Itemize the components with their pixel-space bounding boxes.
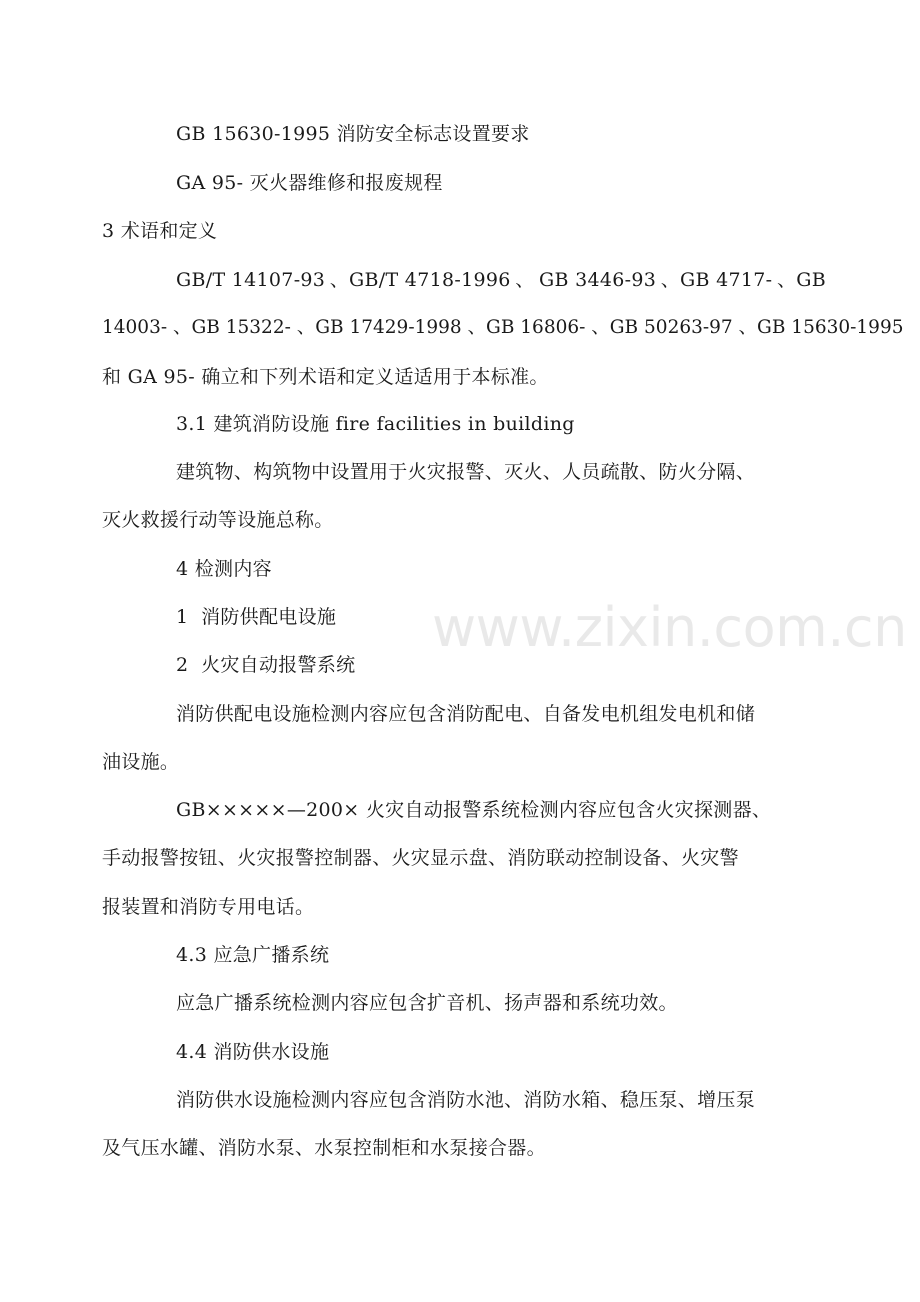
subsection-4-3-heading: 4.3 应急广播系统 <box>176 944 330 966</box>
site-watermark: www.zixin.com.cn <box>432 596 907 659</box>
subsection-4-4-heading: 4.4 消防供水设施 <box>176 1041 330 1063</box>
standard-ref: GB 3446-93 <box>539 269 657 291</box>
paragraph-alarm-line-2: 手动报警按钮、火灾报警控制器、火灾显示盘、消防联动控制设备、火灾警 <box>102 847 739 869</box>
standard-ref: 、 <box>515 269 535 291</box>
section-heading-4: 4 检测内容 <box>176 558 272 580</box>
standards-list-line-1 <box>176 268 826 292</box>
definition-line-1: 建筑物、构筑物中设置用于火灾报警、灭火、人员疏散、防火分隔、 <box>176 461 756 483</box>
subsection-3-1-heading: 3.1 建筑消防设施 fire facilities in building <box>176 413 575 435</box>
standards-list-line-2: 14003- 、GB 15322- 、GB 17429-1998 、GB 16806- 、GB 50263-97 、GB 15630-1995 <box>102 317 904 338</box>
definition-line-2: 灭火救援行动等设施总称。 <box>102 509 334 531</box>
item-1-power-supply: 1 消防供配电设施 <box>176 606 337 628</box>
standard-ref: 、GB 4717- <box>660 269 773 291</box>
item-2-fire-alarm: 2 火灾自动报警系统 <box>176 654 356 676</box>
standard-ref: 、GB/T 4718-1996 <box>329 269 511 291</box>
paragraph-broadcast: 应急广播系统检测内容应包含扩音机、扬声器和系统功效。 <box>176 992 678 1014</box>
section-heading-3: 3 术语和定义 <box>102 220 218 242</box>
paragraph-alarm-line-1: GB×××××—200× 火灾自动报警系统检测内容应包含火灾探测器、 <box>176 799 772 821</box>
paragraph-power-line-1: 消防供配电设施检测内容应包含消防配电、自备发电机组发电机和储 <box>176 703 756 725</box>
paragraph-power-line-2: 油设施。 <box>102 751 180 773</box>
paragraph-alarm-line-3: 报装置和消防专用电话。 <box>102 896 315 918</box>
standard-ref: GB/T 14107-93 <box>176 269 326 291</box>
standard-ref: 、GB <box>776 269 826 291</box>
paragraph-water-line-2: 及气压水罐、消防水泵、水泵控制柜和水泵接合器。 <box>102 1137 546 1159</box>
paragraph-water-line-1: 消防供水设施检测内容应包含消防水池、消防水箱、稳压泵、增压泵 <box>176 1089 756 1111</box>
standards-list-line-3: 和 GA 95- 确立和下列术语和定义适适用于本标准。 <box>102 366 549 388</box>
reference-ga95: GA 95- 灭火器维修和报废规程 <box>176 172 443 194</box>
reference-gb15630: GB 15630-1995 消防安全标志设置要求 <box>176 123 530 145</box>
